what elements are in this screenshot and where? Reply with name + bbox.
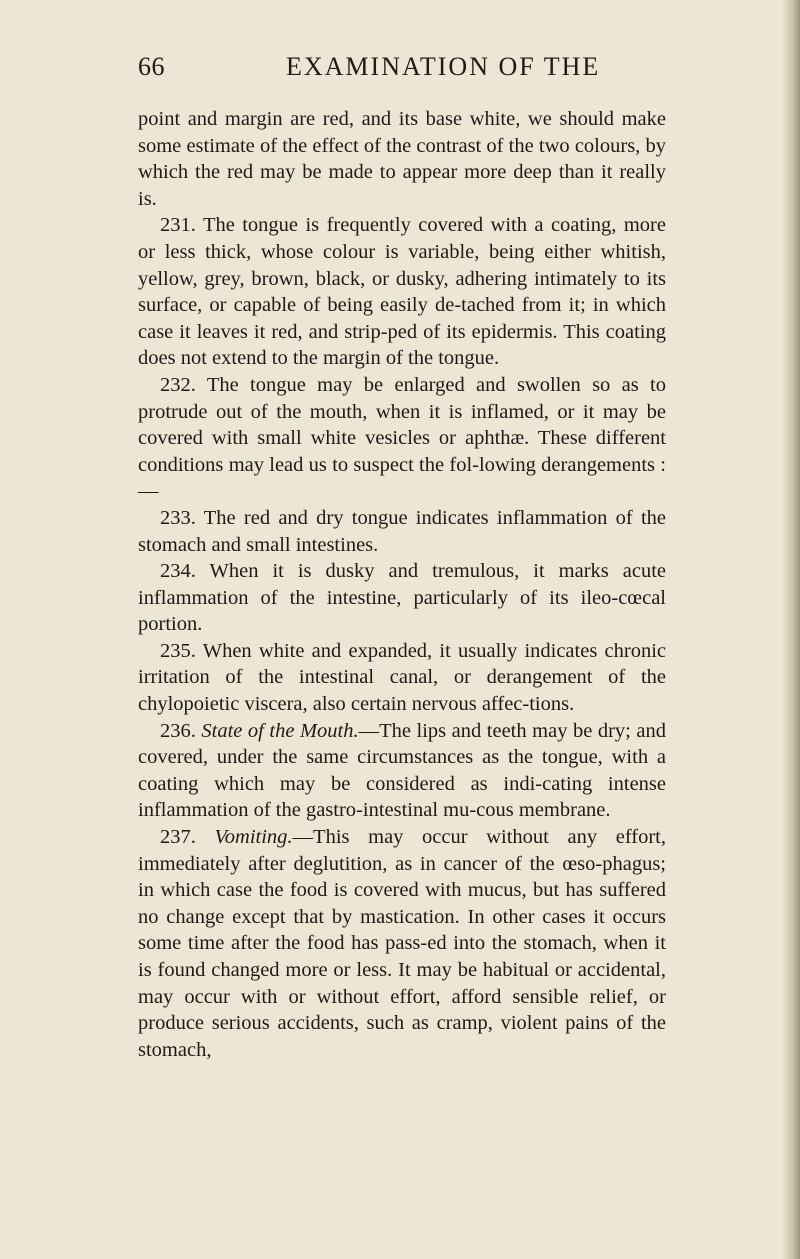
page-edge — [782, 0, 800, 1259]
paragraph-text: When white and expanded, it usually indicates chronic irritation of the intestinal canal, or derangement of the chylopoietic viscera, also certain nervous affec-tions. — [138, 639, 666, 716]
paragraph-235 — [138, 638, 666, 718]
paragraph-text: The tongue may be enlarged and swollen so as to protrude out of the mouth, when it is inflamed, or it may be covered with small white vesicles or aphthæ. These different conditions may lead us to suspect the fol-lowing derangements :— — [138, 373, 666, 503]
section-number: 232. — [160, 373, 196, 396]
paragraph-231 — [138, 212, 666, 372]
paragraph-234 — [138, 558, 666, 638]
paragraph-text: point and margin are red, and its base white, we should make some estimate of the effect of the contrast of the two colours, by which the red may be made to appear more deep than it really is. — [138, 108, 666, 210]
paragraph-text: The red and dry tongue indicates inflammation of the stomach and small intestines. — [138, 506, 666, 556]
paragraph-text: —The lips and teeth may be dry; and covered, under the same circumstances as the tongue, with a coating which may be considered as indi-cating intense inflammation of the gastro-intestinal mu-cous membrane. — [138, 719, 666, 822]
section-title: Vomiting. — [214, 826, 293, 849]
paragraph-text: —This may occur without any effort, immediately after deglutition, as in cancer of the œso-phagus; in which case the food is covered with mucus, but has suffered no change except that by mastication. In other cases it occurs some time after the food has pass-ed into the stomach, when it is found changed more or less. It may be habitual or accidental, may occur with or without effort, afford sensible relief, or produce serious accidents, such as cramp, violent pains of the stomach, — [138, 826, 666, 1061]
running-head: EXAMINATION OF THE — [286, 52, 601, 81]
paragraph-237 — [138, 824, 666, 1063]
page-number: 66 — [138, 52, 165, 81]
paragraph-236 — [138, 718, 666, 824]
section-number: 235. — [160, 639, 196, 662]
paragraph-233 — [138, 505, 666, 558]
paragraph-text: The tongue is frequently covered with a coating, more or less thick, whose colour is variable, being either whitish, yellow, grey, brown, black, or dusky, adhering intimately to its surface, or capable of being easily de-tached from it; in which case it leaves it red, and strip-ped of its epidermis. This coating does not extend to the margin of the tongue. — [138, 214, 666, 370]
paragraph-text: When it is dusky and tremulous, it marks acute inflammation of the intestine, particularly of its ileo-cœcal portion. — [138, 560, 666, 636]
paragraph-continuation — [138, 106, 666, 212]
paragraph-232 — [138, 372, 666, 505]
section-title: State of the Mouth. — [201, 719, 359, 742]
section-number: 234. — [160, 560, 196, 583]
section-number: 231. — [160, 214, 196, 237]
body-text — [138, 106, 666, 1063]
section-number: 237. — [160, 826, 196, 849]
page-header — [138, 52, 658, 86]
section-number: 233. — [160, 506, 196, 529]
section-number: 236. — [160, 719, 196, 742]
